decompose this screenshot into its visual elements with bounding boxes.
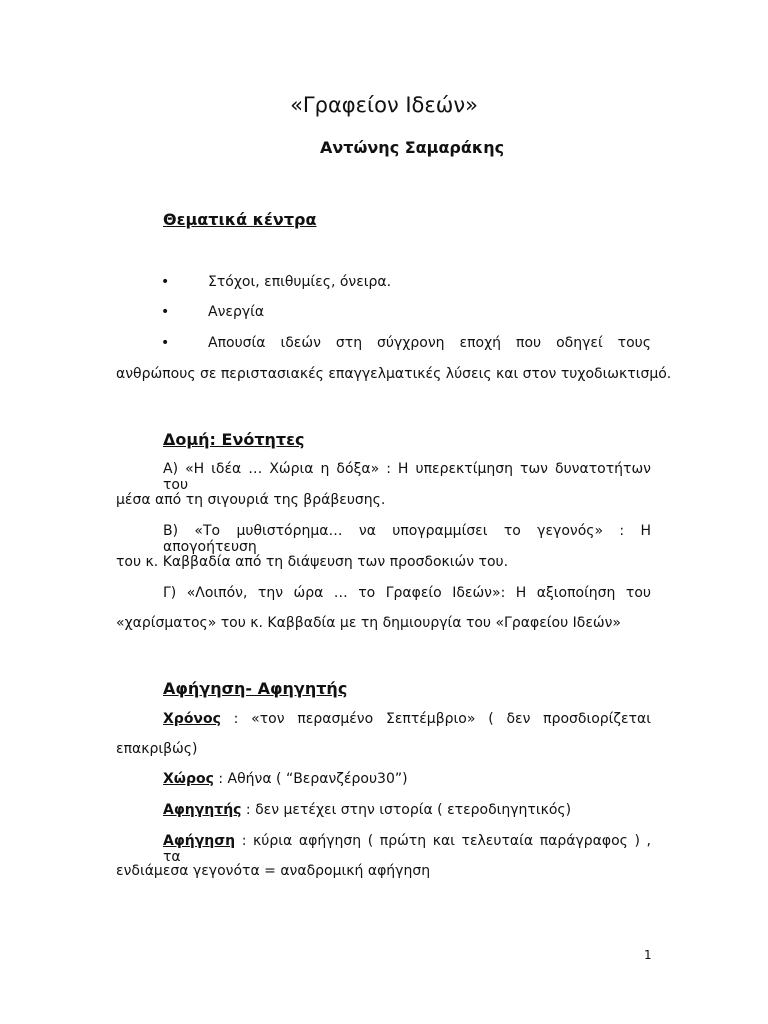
narration-heading: Αφήγηση- Αφηγητής <box>163 679 348 698</box>
page-number: 1 <box>644 948 652 962</box>
narration-label: Αφήγηση <box>163 833 236 849</box>
section-a-line-1: Α) «Η ιδέα … Χώρια η δόξα» : Η υπερεκτίμηση των δυνατοτήτων του <box>163 461 651 493</box>
section-b-line-2: του κ. Καββαδία από τη διάψευση των προσδοκιών του. <box>116 554 509 570</box>
narration-line-2: ενδιάμεσα γεγονότα = αναδρομική αφήγηση <box>116 863 431 879</box>
theme-item-2: Ανεργία <box>208 304 265 320</box>
bullet-marker: • <box>161 274 170 290</box>
bullet-marker: • <box>161 335 170 351</box>
page-title: «Γραφείον Ιδεών» <box>290 93 478 117</box>
narrator-text: : δεν μετέχει στην ιστορία ( ετεροδιηγητικός) <box>241 802 572 818</box>
themes-heading: Θεματικά κέντρα <box>163 210 317 229</box>
place-text: : Αθήνα ( “Βερανζέρου30”) <box>213 771 408 787</box>
place-line <box>163 771 408 787</box>
narration-line-1 <box>163 833 651 865</box>
section-a-line-2: μέσα από τη σιγουριά της βράβευσης. <box>116 492 386 508</box>
section-c-line-1: Γ) «Λοιπόν, την ώρα … το Γραφείο Ιδεών»: Η αξιοποίηση του <box>163 585 651 601</box>
author-name: Αντώνης Σαμαράκης <box>320 138 505 157</box>
narration-text: : κύρια αφήγηση ( πρώτη και τελευταία παράγραφος ) , τα <box>163 833 651 865</box>
narrator-label: Αφηγητής <box>163 802 242 818</box>
bullet-marker: • <box>161 304 170 320</box>
section-b-line-1: Β) «Το μυθιστόρημα… να υπογραμμίσει το γεγονός» : Η απογοήτευση <box>163 523 651 555</box>
theme-item-3-continuation: ανθρώπους σε περιστασιακές επαγγελματικές λύσεις και στον τυχοδιωκτισμό. <box>116 366 672 382</box>
structure-heading: Δομή: Ενότητες <box>163 430 305 449</box>
time-line-2: επακριβώς) <box>116 741 198 757</box>
theme-item-3: Απουσία ιδεών στη σύγχρονη εποχή που οδηγεί τους <box>208 335 651 351</box>
time-text: : «τον περασμένο Σεπτέμβριο» ( δεν προσδιορίζεται <box>220 711 651 727</box>
time-line-1 <box>163 711 651 727</box>
theme-item-1: Στόχοι, επιθυμίες, όνειρα. <box>208 274 392 290</box>
time-label: Χρόνος <box>163 711 221 727</box>
place-label: Χώρος <box>163 771 214 787</box>
narrator-line <box>163 802 571 818</box>
section-c-line-2: «χαρίσματος» του κ. Καββαδία με τη δημιουργία του «Γραφείου Ιδεών» <box>116 615 621 631</box>
